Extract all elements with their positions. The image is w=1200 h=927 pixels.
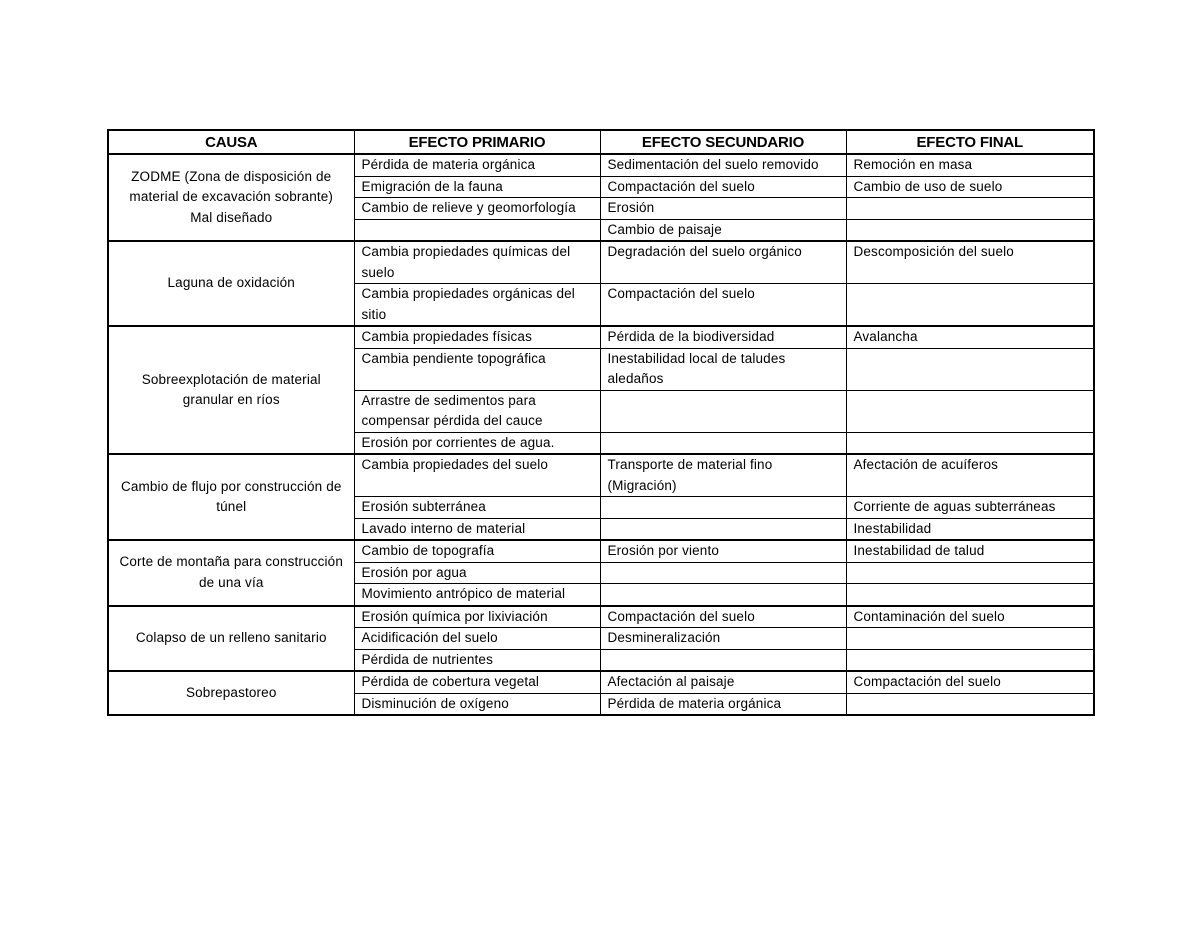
table-row	[108, 241, 1094, 284]
header-efecto-final: EFECTO FINAL	[846, 130, 1094, 154]
header-efecto-secundario: EFECTO SECUNDARIO	[600, 130, 846, 154]
efecto-final-cell	[846, 562, 1094, 584]
efecto-final-cell: Remoción en masa	[846, 154, 1094, 176]
efecto-secundario-cell	[600, 390, 846, 432]
efecto-final-cell: Inestabilidad de talud	[846, 540, 1094, 562]
efecto-primario-cell: Erosión subterránea	[354, 497, 600, 519]
cause-cell: Colapso de un relleno sanitario	[108, 606, 354, 672]
efecto-primario-cell: Arrastre de sedimentos para compensar pérdida del cauce	[354, 390, 600, 432]
table-row	[108, 606, 1094, 628]
efecto-primario-cell: Movimiento antrópico de material	[354, 584, 600, 606]
table-row	[108, 671, 1094, 693]
efecto-secundario-cell	[600, 432, 846, 454]
cause-cell: Cambio de flujo por construcción de túnel	[108, 454, 354, 540]
efecto-final-cell	[846, 219, 1094, 241]
efecto-secundario-cell: Compactación del suelo	[600, 606, 846, 628]
efecto-final-cell: Compactación del suelo	[846, 671, 1094, 693]
efecto-primario-cell: Erosión química por lixiviación	[354, 606, 600, 628]
efecto-secundario-cell: Afectación al paisaje	[600, 671, 846, 693]
efecto-secundario-cell: Inestabilidad local de taludes aledaños	[600, 348, 846, 390]
efecto-final-cell	[846, 198, 1094, 220]
efecto-secundario-cell	[600, 649, 846, 671]
efecto-secundario-cell	[600, 562, 846, 584]
efecto-final-cell	[846, 348, 1094, 390]
efecto-final-cell: Avalancha	[846, 326, 1094, 348]
efecto-secundario-cell: Transporte de material fino (Migración)	[600, 454, 846, 497]
efecto-secundario-cell	[600, 584, 846, 606]
efecto-primario-cell: Cambia propiedades del suelo	[354, 454, 600, 497]
efecto-final-cell	[846, 284, 1094, 327]
table-row	[108, 454, 1094, 497]
table-body	[108, 154, 1094, 715]
cause-cell: Sobrepastoreo	[108, 671, 354, 715]
efecto-primario-cell: Erosión por agua	[354, 562, 600, 584]
efecto-primario-cell: Cambio de relieve y geomorfología	[354, 198, 600, 220]
efecto-primario-cell: Emigración de la fauna	[354, 176, 600, 198]
efecto-primario-cell: Pérdida de materia orgánica	[354, 154, 600, 176]
cause-effect-table	[107, 129, 1095, 716]
efecto-secundario-cell: Erosión por viento	[600, 540, 846, 562]
efecto-final-cell	[846, 693, 1094, 715]
efecto-primario-cell: Acidificación del suelo	[354, 628, 600, 650]
header-row	[108, 130, 1094, 154]
efecto-final-cell: Inestabilidad	[846, 518, 1094, 540]
efecto-primario-cell: Disminución de oxígeno	[354, 693, 600, 715]
efecto-secundario-cell: Desmineralización	[600, 628, 846, 650]
efecto-final-cell	[846, 390, 1094, 432]
efecto-secundario-cell	[600, 497, 846, 519]
efecto-secundario-cell	[600, 518, 846, 540]
efecto-primario-cell	[354, 219, 600, 241]
efecto-secundario-cell: Compactación del suelo	[600, 284, 846, 327]
efecto-secundario-cell: Sedimentación del suelo removido	[600, 154, 846, 176]
efecto-primario-cell: Cambia propiedades orgánicas del sitio	[354, 284, 600, 327]
table-row	[108, 326, 1094, 348]
efecto-final-cell: Corriente de aguas subterráneas	[846, 497, 1094, 519]
efecto-final-cell	[846, 628, 1094, 650]
cause-cell: Corte de montaña para construcción de una vía	[108, 540, 354, 606]
cause-cell: Laguna de oxidación	[108, 241, 354, 326]
efecto-primario-cell: Lavado interno de material	[354, 518, 600, 540]
table-row	[108, 540, 1094, 562]
efecto-primario-cell: Cambia propiedades químicas del suelo	[354, 241, 600, 284]
efecto-final-cell: Contaminación del suelo	[846, 606, 1094, 628]
efecto-secundario-cell: Degradación del suelo orgánico	[600, 241, 846, 284]
efecto-final-cell: Cambio de uso de suelo	[846, 176, 1094, 198]
efecto-primario-cell: Cambio de topografía	[354, 540, 600, 562]
efecto-final-cell	[846, 649, 1094, 671]
efecto-final-cell	[846, 432, 1094, 454]
efecto-final-cell: Afectación de acuíferos	[846, 454, 1094, 497]
header-efecto-primario: EFECTO PRIMARIO	[354, 130, 600, 154]
cause-cell: ZODME (Zona de disposición de material de excavación sobrante) Mal diseñado	[108, 154, 354, 241]
efecto-primario-cell: Pérdida de cobertura vegetal	[354, 671, 600, 693]
efecto-secundario-cell: Pérdida de materia orgánica	[600, 693, 846, 715]
table-header	[108, 130, 1094, 154]
table-row	[108, 154, 1094, 176]
efecto-secundario-cell: Compactación del suelo	[600, 176, 846, 198]
header-causa: CAUSA	[108, 130, 354, 154]
efecto-primario-cell: Cambia propiedades físicas	[354, 326, 600, 348]
efecto-final-cell	[846, 584, 1094, 606]
efecto-secundario-cell: Cambio de paisaje	[600, 219, 846, 241]
cause-cell: Sobreexplotación de material granular en ríos	[108, 326, 354, 454]
efecto-primario-cell: Erosión por corrientes de agua.	[354, 432, 600, 454]
efecto-secundario-cell: Pérdida de la biodiversidad	[600, 326, 846, 348]
efecto-secundario-cell: Erosión	[600, 198, 846, 220]
efecto-primario-cell: Pérdida de nutrientes	[354, 649, 600, 671]
efecto-final-cell: Descomposición del suelo	[846, 241, 1094, 284]
efecto-primario-cell: Cambia pendiente topográfica	[354, 348, 600, 390]
